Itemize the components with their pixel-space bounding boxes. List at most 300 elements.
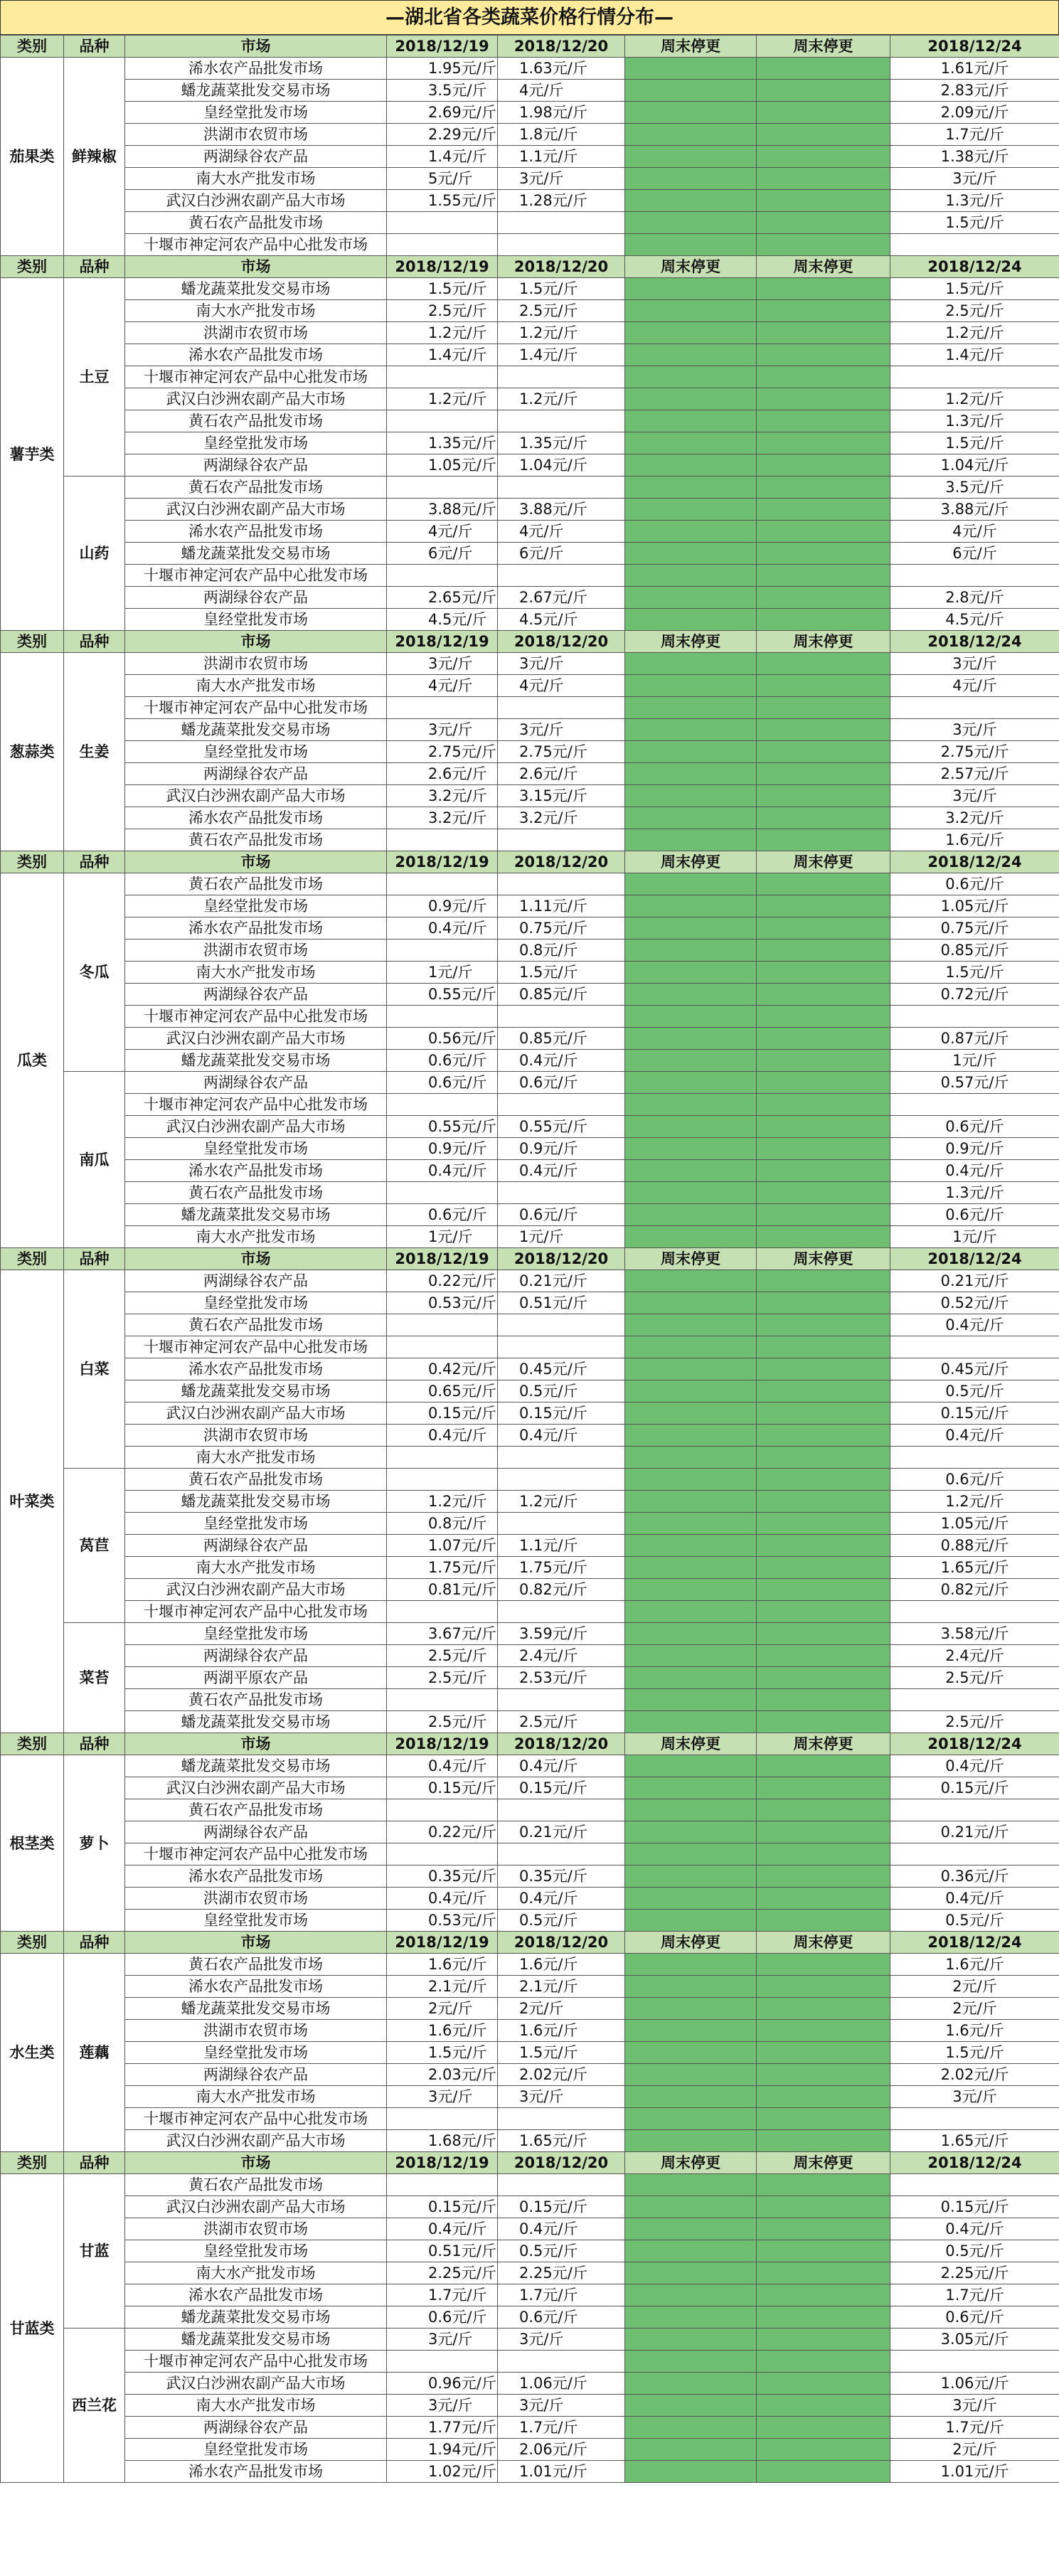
weekend-cell [757,1447,890,1469]
market-cell: 武汉白沙洲农副产品大市场 [125,2373,387,2395]
weekend-cell [625,2351,757,2373]
price-cell-date-1: 2.5元/斤 [387,1645,498,1667]
table-row [1,1006,1059,1028]
weekend-cell [757,2064,890,2086]
weekend-cell [757,1557,890,1579]
table-row [1,2351,1059,2373]
price-cell-date-1: 3元/斤 [387,2328,498,2351]
table-row [1,1358,1059,1380]
category-cell: 薯芋类 [1,278,64,631]
price-cell-date-3: 0.45元/斤 [890,1358,1059,1380]
price-cell-date-2: 0.5元/斤 [498,1910,625,1932]
table-row [1,1866,1059,1888]
weekend-cell [625,1270,757,1292]
weekend-cell [757,2020,890,2042]
price-cell-date-2: 2.02元/斤 [498,2064,625,2086]
table-row [1,454,1059,477]
price-cell-date-3: 0.5元/斤 [890,1380,1059,1403]
header-variety: 品种 [64,1248,125,1270]
header-date-2: 2018/12/20 [498,1248,625,1270]
price-cell-date-2: 2.53元/斤 [498,1667,625,1689]
weekend-cell [757,587,890,609]
weekend-cell [757,940,890,962]
weekend-cell [625,190,757,212]
weekend-cell [625,2218,757,2240]
price-cell-date-2: 0.55元/斤 [498,1116,625,1138]
variety-cell: 菜苔 [64,1623,125,1733]
price-cell-date-1: 0.53元/斤 [387,1292,498,1314]
table-row [1,1689,1059,1711]
price-cell-date-3 [890,2108,1059,2130]
weekend-cell [757,1579,890,1601]
price-cell-date-3: 0.88元/斤 [890,1535,1059,1557]
price-cell-date-2 [498,2108,625,2130]
weekend-cell [625,1910,757,1932]
price-cell-date-1: 0.4元/斤 [387,1755,498,1777]
price-cell-date-3 [890,1843,1059,1866]
price-cell-date-2: 1.1元/斤 [498,1535,625,1557]
price-cell-date-1: 3元/斤 [387,653,498,675]
price-cell-date-2: 2.5元/斤 [498,1711,625,1733]
price-cell-date-3: 1.05元/斤 [890,895,1059,917]
header-row [1,851,1059,873]
price-cell-date-2 [498,1006,625,1028]
table-row [1,234,1059,256]
market-cell: 蟠龙蔬菜批发交易市场 [125,1711,387,1733]
weekend-cell [625,1226,757,1248]
price-cell-date-2: 3.15元/斤 [498,785,625,807]
price-cell-date-1 [387,565,498,587]
price-cell-date-2: 3元/斤 [498,2395,625,2417]
price-cell-date-1: 6元/斤 [387,543,498,565]
price-cell-date-1: 2.25元/斤 [387,2262,498,2284]
price-cell-date-2: 2.67元/斤 [498,587,625,609]
header-market: 市场 [125,1932,387,1954]
price-cell-date-1: 0.9元/斤 [387,1138,498,1160]
price-cell-date-3: 0.4元/斤 [890,1314,1059,1336]
market-cell: 十堰市神定河农产品中心批发市场 [125,1843,387,1866]
weekend-cell [757,1910,890,1932]
price-cell-date-3: 1.04元/斤 [890,454,1059,477]
weekend-cell [625,1755,757,1777]
market-cell: 洪湖市农贸市场 [125,2020,387,2042]
price-cell-date-2: 1.98元/斤 [498,102,625,124]
market-cell: 皇经堂批发市场 [125,1513,387,1535]
table-row [1,895,1059,917]
table-row [1,785,1059,807]
weekend-cell [625,1799,757,1821]
weekend-cell [625,454,757,477]
header-row [1,36,1059,58]
weekend-cell [757,1182,890,1204]
market-cell: 皇经堂批发市场 [125,102,387,124]
price-cell-date-1: 1.95元/斤 [387,58,498,80]
weekend-cell [625,895,757,917]
weekend-cell [757,234,890,256]
price-cell-date-2: 1元/斤 [498,1226,625,1248]
price-cell-date-2: 1.1元/斤 [498,146,625,168]
price-cell-date-3: 0.6元/斤 [890,1116,1059,1138]
price-cell-date-2: 1.04元/斤 [498,454,625,477]
header-variety: 品种 [64,1932,125,1954]
weekend-cell [757,1006,890,1028]
table-row [1,1116,1059,1138]
weekend-cell [625,1425,757,1447]
market-cell: 两湖绿谷农产品 [125,984,387,1006]
price-cell-date-3: 2.5元/斤 [890,1667,1059,1689]
price-cell-date-2: 1.2元/斤 [498,322,625,344]
weekend-cell [757,477,890,499]
price-cell-date-2 [498,697,625,719]
weekend-cell [625,168,757,190]
market-cell: 浠水农产品批发市场 [125,344,387,366]
price-cell-date-2 [498,1843,625,1866]
price-cell-date-2: 0.4元/斤 [498,1160,625,1182]
weekend-cell [625,1513,757,1535]
price-cell-date-2: 3.2元/斤 [498,807,625,829]
market-cell: 洪湖市农贸市场 [125,322,387,344]
weekend-cell [625,565,757,587]
weekend-cell [625,388,757,410]
weekend-cell [757,1954,890,1976]
price-cell-date-1: 3元/斤 [387,2086,498,2108]
price-cell-date-3: 0.4元/斤 [890,1755,1059,1777]
market-cell: 十堰市神定河农产品中心批发市场 [125,234,387,256]
price-cell-date-2: 0.4元/斤 [498,1050,625,1072]
header-row [1,1248,1059,1270]
table-row [1,1910,1059,1932]
market-cell: 武汉白沙洲农副产品大市场 [125,1579,387,1601]
market-cell: 皇经堂批发市场 [125,1910,387,1932]
price-cell-date-3: 0.82元/斤 [890,1579,1059,1601]
price-cell-date-2: 1.75元/斤 [498,1557,625,1579]
price-cell-date-3: 1.4元/斤 [890,344,1059,366]
table-row [1,124,1059,146]
table-row [1,300,1059,322]
variety-cell: 生姜 [64,653,125,851]
price-cell-date-1 [387,1843,498,1866]
price-cell-date-3: 1.2元/斤 [890,388,1059,410]
table-row [1,741,1059,763]
price-cell-date-1: 0.42元/斤 [387,1358,498,1380]
market-cell: 浠水农产品批发市场 [125,521,387,543]
weekend-cell [625,1182,757,1204]
price-cell-date-2: 1.6元/斤 [498,1954,625,1976]
price-cell-date-3: 0.57元/斤 [890,1072,1059,1094]
table-row [1,1821,1059,1843]
price-cell-date-1: 0.65元/斤 [387,1380,498,1403]
market-cell: 武汉白沙洲农副产品大市场 [125,190,387,212]
market-cell: 两湖绿谷农产品 [125,1072,387,1094]
table-row [1,807,1059,829]
weekend-cell [625,1557,757,1579]
price-cell-date-2: 0.9元/斤 [498,1138,625,1160]
market-cell: 浠水农产品批发市场 [125,58,387,80]
price-cell-date-2: 2元/斤 [498,1998,625,2020]
price-cell-date-1: 2.75元/斤 [387,741,498,763]
table-row [1,1403,1059,1425]
weekend-cell [625,1314,757,1336]
weekend-cell [625,2196,757,2218]
price-cell-date-1: 0.4元/斤 [387,2218,498,2240]
price-cell-date-2: 0.15元/斤 [498,2196,625,2218]
table-row [1,366,1059,388]
header-weekend-1: 周末停更 [625,1248,757,1270]
market-cell: 武汉白沙洲农副产品大市场 [125,499,387,521]
category-cell: 葱蒜类 [1,653,64,851]
weekend-cell [625,1491,757,1513]
weekend-cell [625,984,757,1006]
market-cell: 黄石农产品批发市场 [125,477,387,499]
price-cell-date-1: 2.69元/斤 [387,102,498,124]
table-row [1,873,1059,895]
table-row [1,1976,1059,1998]
header-row [1,631,1059,653]
price-cell-date-3: 0.4元/斤 [890,2218,1059,2240]
price-cell-date-2: 0.51元/斤 [498,1292,625,1314]
market-cell: 蟠龙蔬菜批发交易市场 [125,2306,387,2328]
table-row [1,58,1059,80]
market-cell: 蟠龙蔬菜批发交易市场 [125,1050,387,1072]
price-cell-date-1 [387,366,498,388]
table-row [1,1888,1059,1910]
market-cell: 洪湖市农贸市场 [125,1888,387,1910]
header-date-3: 2018/12/24 [890,631,1059,653]
price-cell-date-2: 0.5元/斤 [498,2240,625,2262]
price-cell-date-1: 0.6元/斤 [387,1072,498,1094]
table-row [1,2108,1059,2130]
weekend-cell [757,1689,890,1711]
weekend-cell [625,2174,757,2196]
table-row [1,2417,1059,2439]
category-cell: 根茎类 [1,1755,64,1932]
price-cell-date-3: 0.6元/斤 [890,1469,1059,1491]
table-row [1,102,1059,124]
market-cell: 皇经堂批发市场 [125,1623,387,1645]
price-cell-date-3: 2.5元/斤 [890,1711,1059,1733]
price-cell-date-3: 1.5元/斤 [890,962,1059,984]
price-cell-date-1: 1.5元/斤 [387,278,498,300]
price-cell-date-2: 0.15元/斤 [498,1777,625,1799]
price-cell-date-2: 0.5元/斤 [498,1380,625,1403]
market-cell: 皇经堂批发市场 [125,1138,387,1160]
table-row [1,940,1059,962]
price-table [0,35,1059,2483]
table-row [1,1138,1059,1160]
price-cell-date-3: 6元/斤 [890,543,1059,565]
price-cell-date-3: 1.6元/斤 [890,2020,1059,2042]
price-cell-date-2 [498,1689,625,1711]
market-cell: 蟠龙蔬菜批发交易市场 [125,1380,387,1403]
price-cell-date-2: 0.15元/斤 [498,1403,625,1425]
price-cell-date-3: 0.52元/斤 [890,1292,1059,1314]
variety-cell: 莴苣 [64,1469,125,1623]
price-cell-date-1 [387,212,498,234]
price-cell-date-1: 1.2元/斤 [387,322,498,344]
table-row [1,1094,1059,1116]
weekend-cell [757,2328,890,2351]
weekend-cell [757,1777,890,1799]
price-cell-date-1 [387,1469,498,1491]
category-cell: 水生类 [1,1954,64,2152]
header-market: 市场 [125,36,387,58]
price-cell-date-1: 0.55元/斤 [387,984,498,1006]
weekend-cell [757,58,890,80]
weekend-cell [625,1667,757,1689]
price-cell-date-3: 0.9元/斤 [890,1138,1059,1160]
price-cell-date-1: 0.6元/斤 [387,2306,498,2328]
price-cell-date-3: 2.25元/斤 [890,2262,1059,2284]
weekend-cell [625,697,757,719]
table-row [1,543,1059,565]
weekend-cell [625,1711,757,1733]
weekend-cell [625,2417,757,2439]
price-cell-date-1 [387,2174,498,2196]
header-category: 类别 [1,851,64,873]
price-cell-date-2: 1.5元/斤 [498,278,625,300]
market-cell: 武汉白沙洲农副产品大市场 [125,1777,387,1799]
weekend-cell [757,763,890,785]
table-row [1,344,1059,366]
price-cell-date-3: 0.4元/斤 [890,1425,1059,1447]
market-cell: 洪湖市农贸市场 [125,2218,387,2240]
weekend-cell [625,278,757,300]
price-cell-date-3: 1.65元/斤 [890,1557,1059,1579]
weekend-cell [757,1469,890,1491]
market-cell: 浠水农产品批发市场 [125,917,387,940]
market-cell: 黄石农产品批发市场 [125,829,387,851]
price-cell-date-3: 0.4元/斤 [890,1888,1059,1910]
price-cell-date-1 [387,1689,498,1711]
variety-cell: 莲藕 [64,1954,125,2152]
table-row [1,1711,1059,1733]
header-category: 类别 [1,1932,64,1954]
header-variety: 品种 [64,36,125,58]
weekend-cell [625,719,757,741]
weekend-cell [625,58,757,80]
header-date-3: 2018/12/24 [890,256,1059,278]
weekend-cell [757,1050,890,1072]
price-cell-date-3: 2.02元/斤 [890,2064,1059,2086]
weekend-cell [625,1954,757,1976]
price-cell-date-2 [498,1601,625,1623]
price-cell-date-1 [387,1447,498,1469]
table-row [1,1050,1059,1072]
table-row [1,697,1059,719]
price-cell-date-3: 2.75元/斤 [890,741,1059,763]
weekend-cell [757,499,890,521]
table-row [1,1998,1059,2020]
header-weekend-2: 周末停更 [757,851,890,873]
header-weekend-1: 周末停更 [625,36,757,58]
price-cell-date-3: 3元/斤 [890,785,1059,807]
price-cell-date-1 [387,1182,498,1204]
price-cell-date-3: 0.6元/斤 [890,1204,1059,1226]
weekend-cell [757,2262,890,2284]
header-date-1: 2018/12/19 [387,36,498,58]
weekend-cell [757,2042,890,2064]
weekend-cell [757,1755,890,1777]
market-cell: 黄石农产品批发市场 [125,2174,387,2196]
price-cell-date-3: 1.06元/斤 [890,2373,1059,2395]
header-variety: 品种 [64,256,125,278]
weekend-cell [757,1711,890,1733]
weekend-cell [625,1116,757,1138]
price-cell-date-3: 1.65元/斤 [890,2130,1059,2152]
price-cell-date-1 [387,1094,498,1116]
table-row [1,2196,1059,2218]
table-row [1,917,1059,940]
market-cell: 蟠龙蔬菜批发交易市场 [125,80,387,102]
price-cell-date-3: 4元/斤 [890,675,1059,697]
market-cell: 浠水农产品批发市场 [125,807,387,829]
weekend-cell [757,543,890,565]
market-cell: 黄石农产品批发市场 [125,873,387,895]
price-cell-date-3: 0.36元/斤 [890,1866,1059,1888]
weekend-cell [757,741,890,763]
weekend-cell [757,1821,890,1843]
price-cell-date-1: 1.2元/斤 [387,388,498,410]
price-cell-date-2: 0.6元/斤 [498,1204,625,1226]
table-row [1,2130,1059,2152]
weekend-cell [625,675,757,697]
header-variety: 品种 [64,1733,125,1755]
table-row [1,1469,1059,1491]
header-category: 类别 [1,631,64,653]
price-cell-date-3: 1.7元/斤 [890,124,1059,146]
weekend-cell [757,2306,890,2328]
table-row [1,212,1059,234]
header-weekend-2: 周末停更 [757,1248,890,1270]
price-cell-date-3: 3元/斤 [890,719,1059,741]
header-row [1,2152,1059,2174]
table-row [1,278,1059,300]
weekend-cell [757,1888,890,1910]
weekend-cell [757,1138,890,1160]
price-cell-date-2: 1.5元/斤 [498,962,625,984]
price-cell-date-1: 1.2元/斤 [387,1491,498,1513]
price-cell-date-1: 0.9元/斤 [387,895,498,917]
weekend-cell [757,212,890,234]
market-cell: 两湖绿谷农产品 [125,587,387,609]
weekend-cell [625,499,757,521]
price-cell-date-3 [890,2351,1059,2373]
price-cell-date-2: 3元/斤 [498,2328,625,2351]
weekend-cell [757,2218,890,2240]
header-market: 市场 [125,631,387,653]
weekend-cell [757,2086,890,2108]
price-cell-date-2: 1.2元/斤 [498,1491,625,1513]
price-cell-date-2: 1.06元/斤 [498,2373,625,2395]
weekend-cell [757,829,890,851]
market-cell: 十堰市神定河农产品中心批发市场 [125,2351,387,2373]
price-cell-date-3 [890,234,1059,256]
market-cell: 南大水产批发市场 [125,1226,387,1248]
price-cell-date-3 [890,1006,1059,1028]
table-row [1,1579,1059,1601]
price-cell-date-3: 1.38元/斤 [890,146,1059,168]
price-cell-date-1: 3元/斤 [387,719,498,741]
price-cell-date-2 [498,212,625,234]
price-cell-date-2: 3元/斤 [498,719,625,741]
price-cell-date-3: 3.2元/斤 [890,807,1059,829]
weekend-cell [757,410,890,432]
table-row [1,2086,1059,2108]
price-cell-date-2: 0.6元/斤 [498,1072,625,1094]
weekend-cell [757,190,890,212]
price-cell-date-2: 0.35元/斤 [498,1866,625,1888]
price-cell-date-1 [387,1799,498,1821]
